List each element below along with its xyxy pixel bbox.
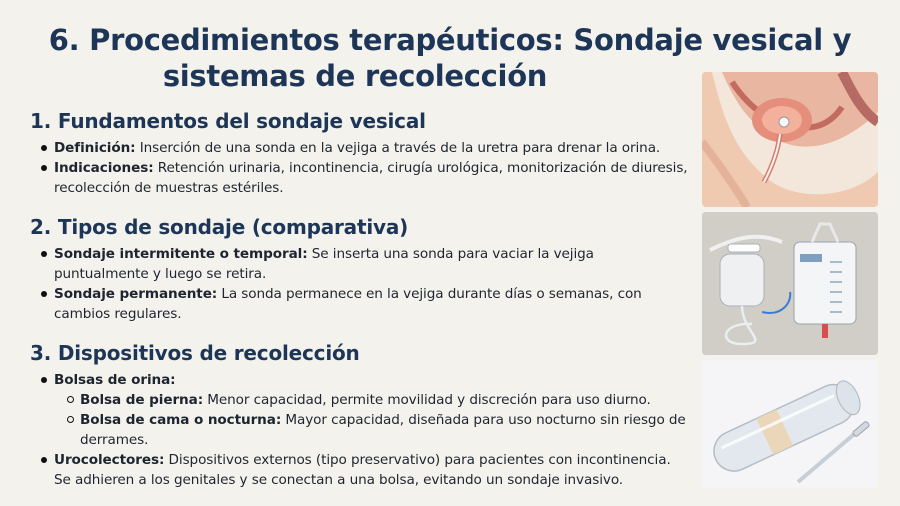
list-item	[54, 370, 690, 450]
section-heading: 3. Dispositivos de recolección	[30, 341, 360, 365]
item-text: Menor capacidad, permite movilidad y discreción para uso diurno.	[203, 392, 651, 408]
pelvic-anatomy-image	[702, 72, 878, 207]
urine-bags-photo	[702, 212, 878, 355]
sub-list-item	[80, 410, 690, 450]
list-item	[54, 158, 690, 198]
page-title-line-2: sistemas de recolección	[162, 59, 548, 93]
item-text: Retención urinaria, incontinencia, cirugía urológica, monitorización de diuresis, recolección de muestras estériles.	[54, 160, 688, 196]
sub-list-item	[80, 390, 690, 410]
item-label: Bolsa de cama o nocturna:	[80, 412, 282, 428]
item-text: La sonda permanece en la vejiga durante días o semanas, con cambios regulares.	[54, 286, 642, 322]
item-label: Sondaje intermitente o temporal:	[54, 246, 308, 262]
item-label: Bolsas de orina:	[54, 372, 176, 388]
list-item	[54, 450, 690, 490]
item-label: Sondaje permanente:	[54, 286, 218, 302]
section-heading: 2. Tipos de sondaje (comparativa)	[30, 215, 409, 239]
item-text: Se inserta una sonda para vaciar la vejiga puntualmente y luego se retira.	[54, 246, 594, 282]
section-tipos	[30, 214, 690, 324]
item-label: Definición:	[54, 140, 136, 156]
item-text: Mayor capacidad, diseñada para uso nocturno sin riesgo de derrames.	[80, 412, 686, 448]
item-label: Bolsa de pierna:	[80, 392, 204, 408]
condom-catheter-illustration	[702, 360, 878, 488]
urine-bags-image	[702, 212, 878, 355]
section-fundamentos	[30, 108, 690, 198]
list-item	[54, 138, 690, 158]
section-heading: 1. Fundamentos del sondaje vesical	[30, 109, 426, 133]
section-dispositivos	[30, 340, 690, 490]
item-text: Inserción de una sonda en la vejiga a través de la uretra para drenar la orina.	[135, 140, 661, 156]
bullet-list	[30, 370, 690, 490]
sub-bullet-list	[54, 390, 690, 450]
bullet-list	[30, 244, 690, 324]
bullet-list	[30, 138, 690, 198]
item-label: Urocolectores:	[54, 452, 165, 468]
list-item	[54, 244, 690, 284]
list-item	[54, 284, 690, 324]
page-title-line-1: 6. Procedimientos terapéuticos: Sondaje vesical y	[48, 23, 852, 57]
pelvic-anatomy-illustration	[702, 72, 878, 207]
content-column	[30, 108, 690, 506]
item-label: Indicaciones:	[54, 160, 154, 176]
urocolector-image	[702, 360, 878, 488]
item-text: Dispositivos externos (tipo preservativo) para pacientes con incontinencia. Se adhieren a los genitales y se conectan a una bolsa, evitando un sondaje invasivo.	[54, 452, 671, 488]
